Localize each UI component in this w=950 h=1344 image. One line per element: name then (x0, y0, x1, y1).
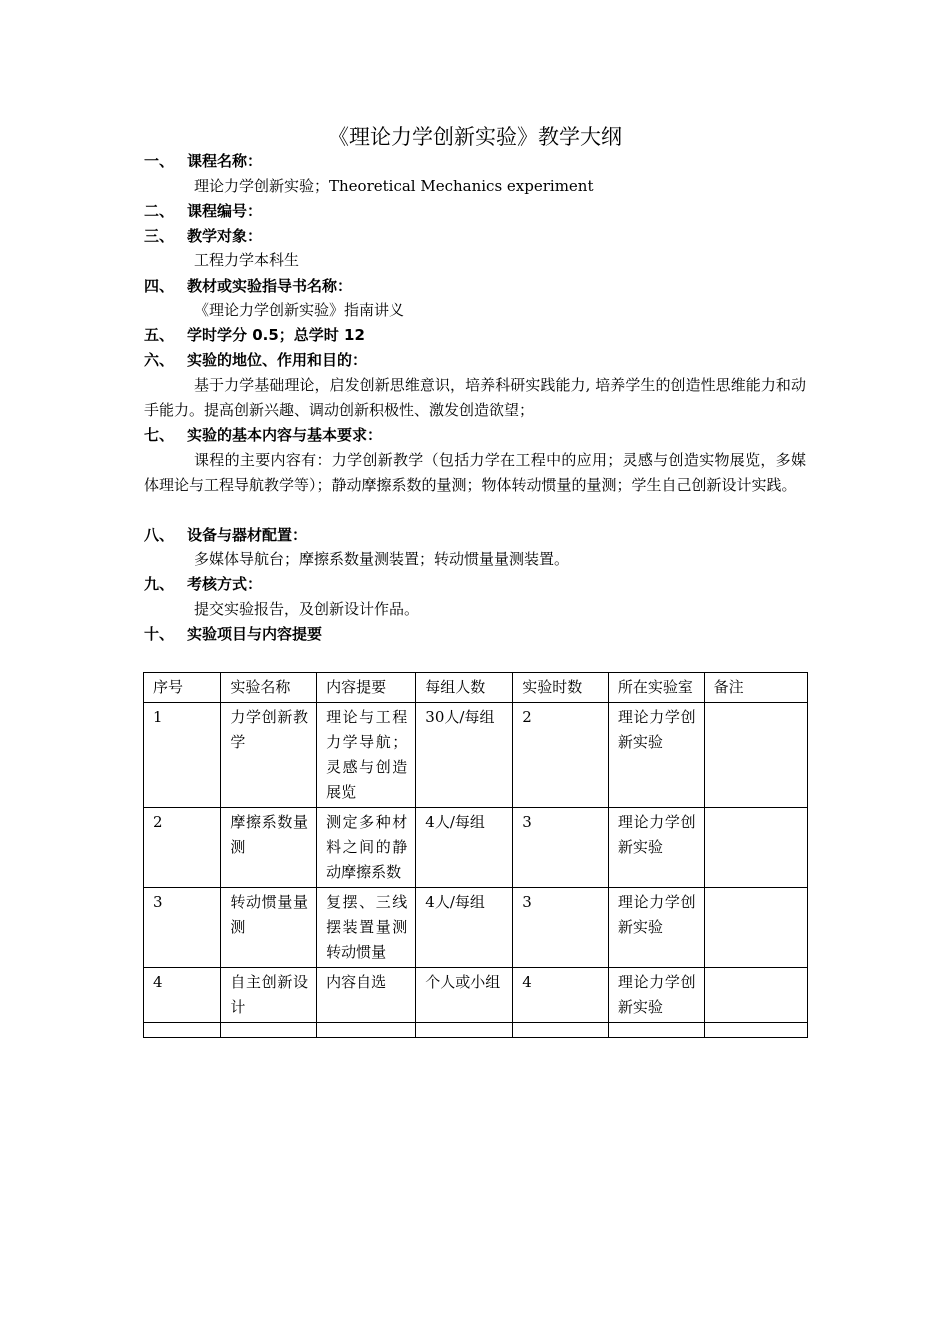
header-cell-hours: 实验时数 (513, 673, 609, 703)
empty-cell (221, 1023, 317, 1038)
cell-notes (704, 703, 807, 808)
cell-group-size: 30人/每组 (416, 703, 513, 808)
empty-cell (416, 1023, 513, 1038)
cell-number: 2 (144, 808, 221, 888)
cell-name: 摩擦系数量测 (221, 808, 317, 888)
section-1-heading (144, 150, 262, 172)
section-number: 三、 (144, 227, 175, 245)
section-7-body: 课程的主要内容有：力学创新教学（包括力学在工程中的应用；灵感与创造实物展览，多媒体理论与工程导航教学等）；静动摩擦系数的量测；物体转动惯量的量测；学生自己创新设计实践。 (144, 451, 806, 494)
section-number: 一、 (144, 152, 175, 170)
cell-group-size: 4人/每组 (416, 888, 513, 968)
section-6-heading (144, 349, 367, 371)
section-title: 教材或实验指导书名称： (187, 277, 353, 295)
cell-name: 转动惯量量测 (221, 888, 317, 968)
cell-notes (704, 888, 807, 968)
table-row (144, 968, 808, 1023)
section-8-body: 多媒体导航台；摩擦系数量测装置；转动惯量量测装置。 (194, 550, 570, 568)
cell-summary: 测定多种材料之间的静动摩擦系数 (317, 808, 416, 888)
section-3-body: 工程力学本科生 (194, 251, 300, 269)
section-9-heading (144, 573, 262, 595)
section-6-body: 基于力学基础理论，启发创新思维意识，培养科研实践能力, 培养学生的创造性思维能力和动手能力。提高创新兴趣、调动创新积极性、激发创造欲望； (144, 376, 806, 419)
section-title: 教学对象： (187, 227, 263, 245)
cell-lab: 理论力学创新实验 (608, 808, 704, 888)
cell-hours: 3 (513, 888, 609, 968)
cell-summary: 理论与工程力学导航；灵感与创造展览 (317, 703, 416, 808)
empty-cell (513, 1023, 609, 1038)
section-8-heading (144, 524, 307, 546)
cell-number: 1 (144, 703, 221, 808)
cell-name: 自主创新设计 (221, 968, 317, 1023)
cell-notes (704, 968, 807, 1023)
section-number: 五、 (144, 326, 175, 344)
cell-summary: 内容自选 (317, 968, 416, 1023)
section-9-body: 提交实验报告，及创新设计作品。 (194, 600, 420, 618)
cell-hours: 4 (513, 968, 609, 1023)
section-title: 课程编号： (187, 202, 263, 220)
section-4-heading (144, 275, 352, 297)
cell-group-size: 个人或小组 (416, 968, 513, 1023)
section-title: 课程名称： (187, 152, 263, 170)
section-number: 八、 (144, 526, 175, 544)
cell-number: 4 (144, 968, 221, 1023)
section-number: 六、 (144, 351, 175, 369)
cell-notes (704, 808, 807, 888)
header-cell-notes: 备注 (704, 673, 807, 703)
header-cell-lab: 所在实验室 (608, 673, 704, 703)
section-1-body: 理论力学创新实验；Theoretical Mechanics experiment (194, 177, 594, 195)
header-cell-number: 序号 (144, 673, 221, 703)
experiment-table (143, 672, 808, 1038)
section-10-heading (144, 623, 322, 645)
cell-hours: 3 (513, 808, 609, 888)
cell-name: 力学创新教学 (221, 703, 317, 808)
cell-number: 3 (144, 888, 221, 968)
empty-cell (704, 1023, 807, 1038)
section-4-body: 《理论力学创新实验》指南讲义 (194, 301, 405, 319)
section-number: 十、 (144, 625, 175, 643)
header-cell-summary: 内容提要 (317, 673, 416, 703)
section-7-heading (144, 424, 382, 446)
cell-lab: 理论力学创新实验 (608, 703, 704, 808)
section-number: 四、 (144, 277, 175, 295)
table-row (144, 703, 808, 808)
cell-summary: 复摆、三线摆装置量测转动惯量 (317, 888, 416, 968)
section-title: 设备与器材配置： (187, 526, 308, 544)
section-title: 考核方式： (187, 575, 263, 593)
empty-cell (317, 1023, 416, 1038)
table-row (144, 888, 808, 968)
cell-group-size: 4人/每组 (416, 808, 513, 888)
cell-lab: 理论力学创新实验 (608, 888, 704, 968)
section-2-heading (144, 200, 262, 222)
section-5-heading (144, 324, 365, 346)
section-number: 七、 (144, 426, 175, 444)
table-header-row (144, 673, 808, 703)
empty-cell (144, 1023, 221, 1038)
section-number: 二、 (144, 202, 175, 220)
table-row (144, 808, 808, 888)
cell-hours: 2 (513, 703, 609, 808)
table-empty-row (144, 1023, 808, 1038)
empty-cell (608, 1023, 704, 1038)
section-title: 实验项目与内容提要 (187, 625, 323, 643)
section-title: 学时学分 0.5；总学时 12 (187, 326, 365, 344)
header-cell-name: 实验名称 (221, 673, 317, 703)
section-title: 实验的基本内容与基本要求： (187, 426, 383, 444)
section-number: 九、 (144, 575, 175, 593)
section-3-heading (144, 225, 262, 247)
cell-lab: 理论力学创新实验 (608, 968, 704, 1023)
header-cell-group-size: 每组人数 (416, 673, 513, 703)
section-title: 实验的地位、作用和目的： (187, 351, 368, 369)
document-title: 《理论力学创新实验》教学大纲 (328, 125, 622, 149)
